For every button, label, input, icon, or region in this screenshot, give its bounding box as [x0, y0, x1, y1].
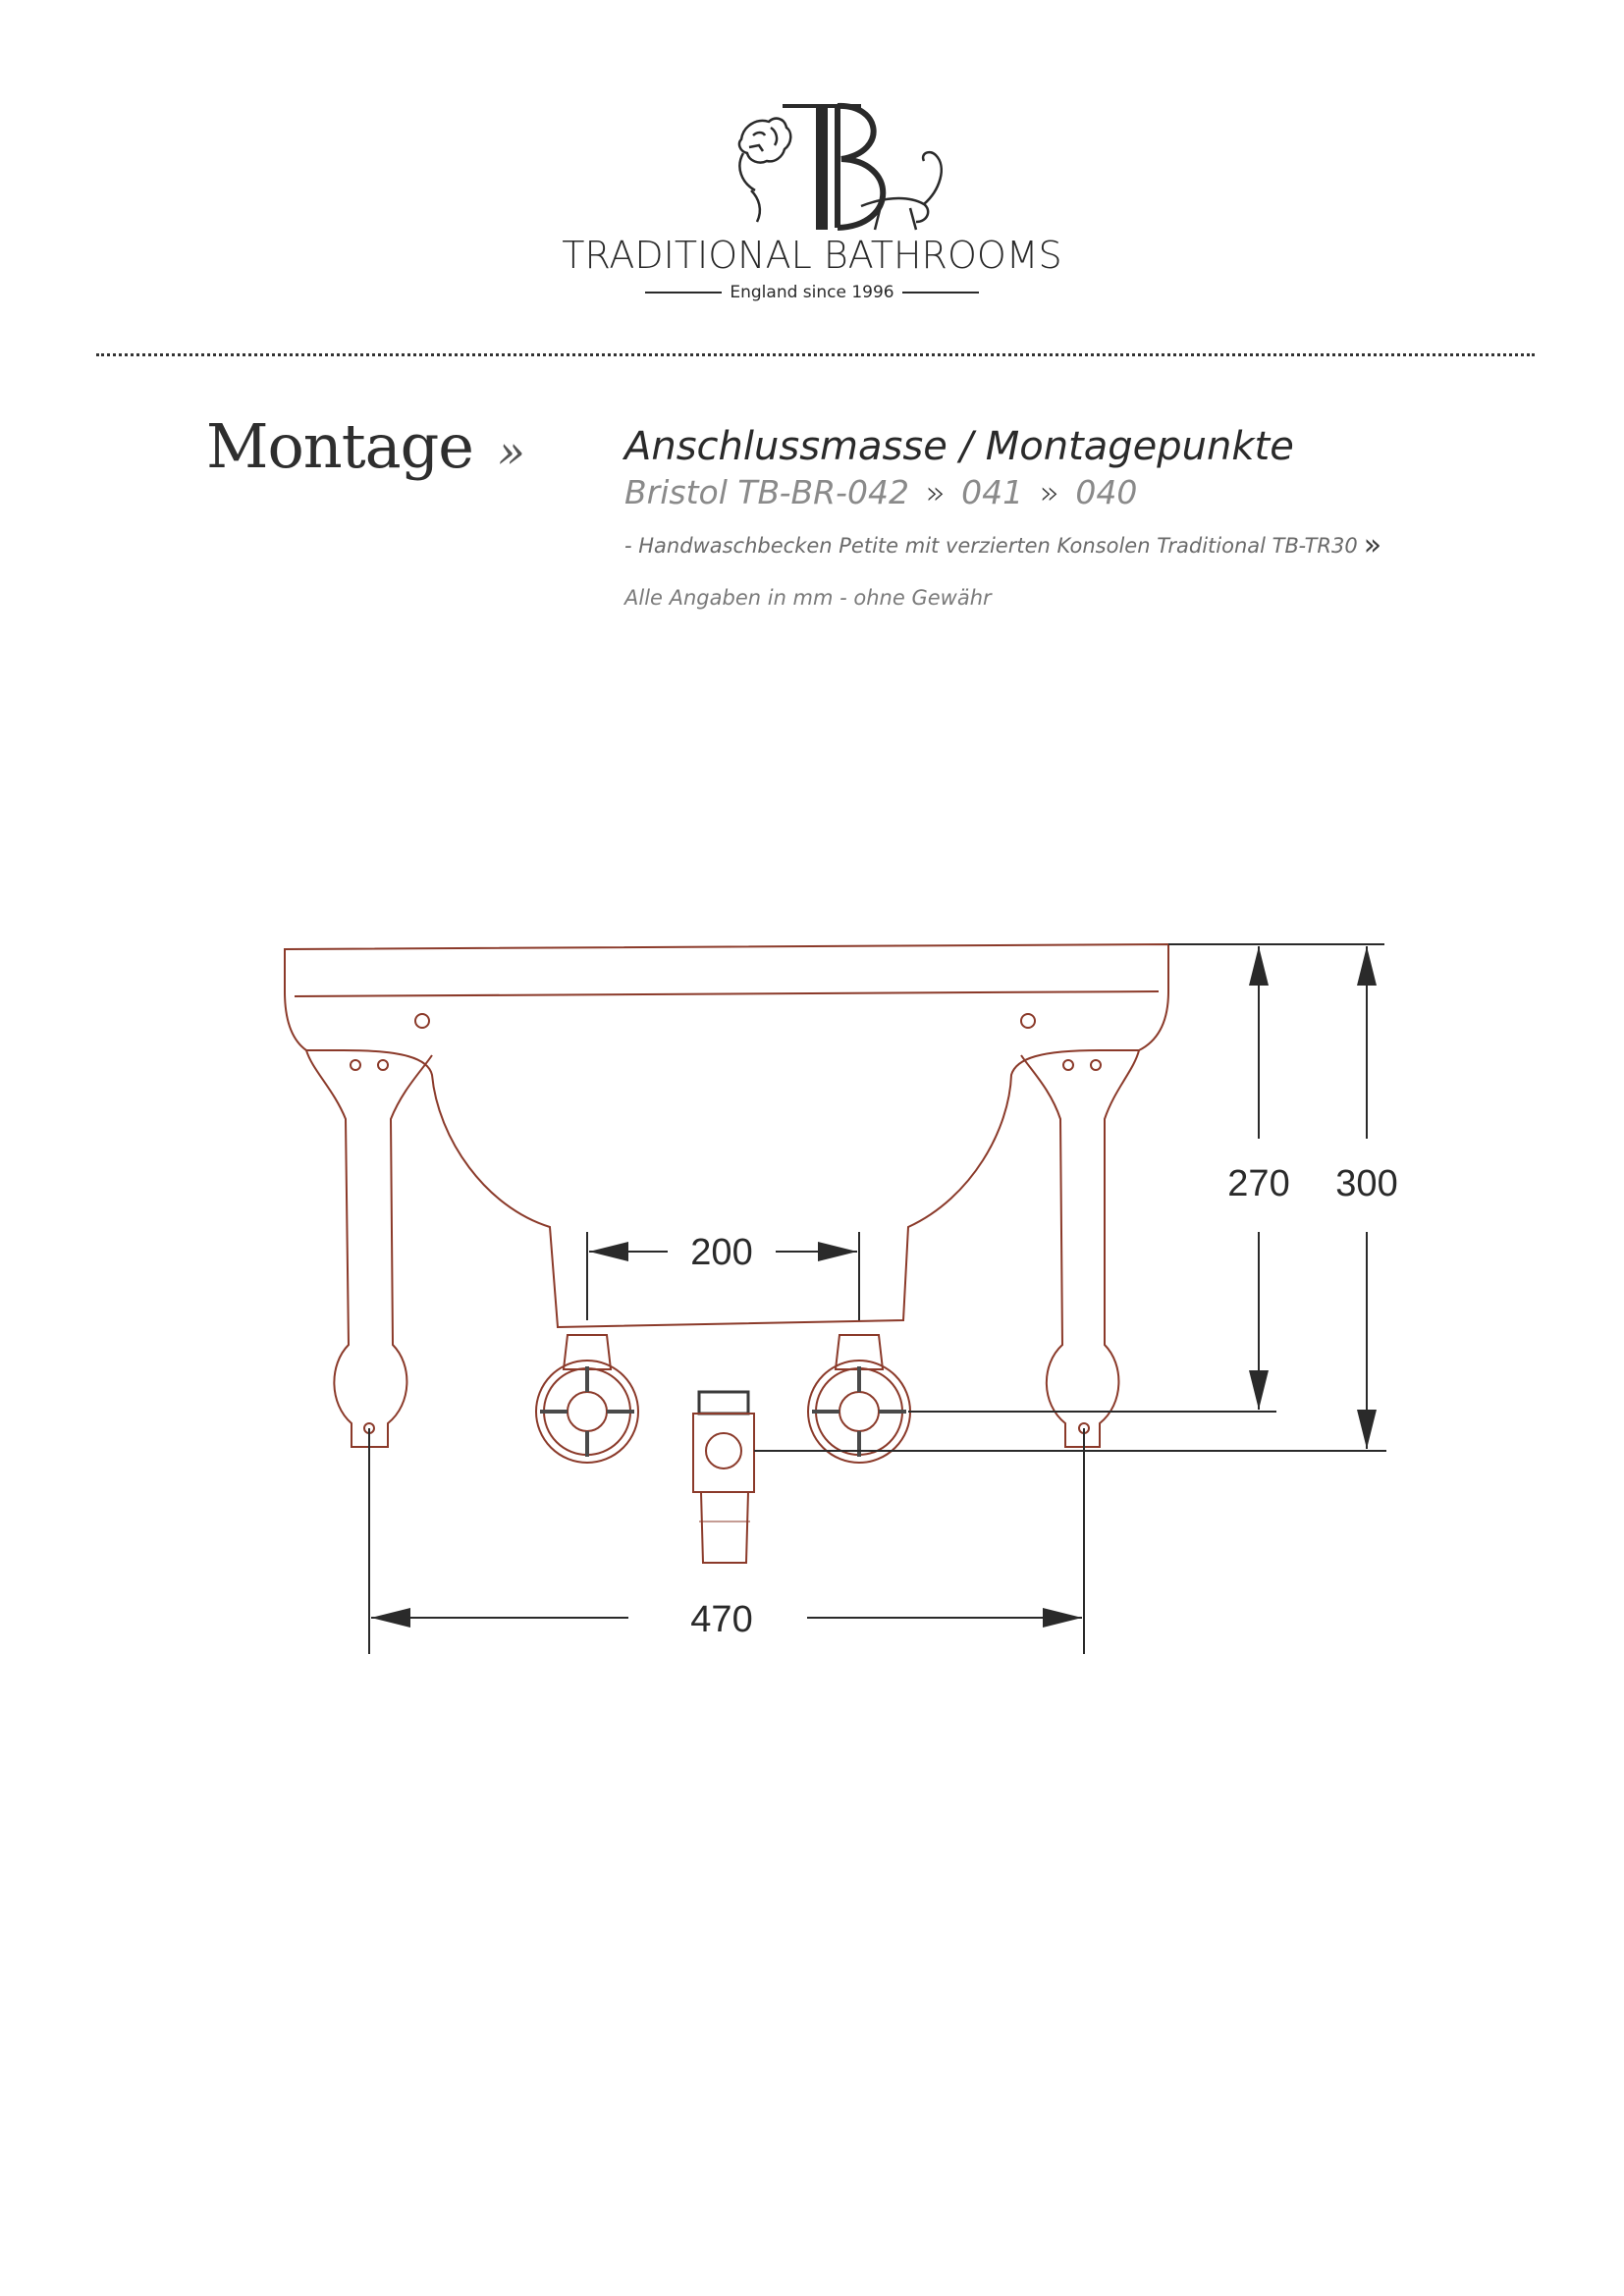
product-name: Bristol TB-BR-042 — [624, 473, 909, 511]
section-title-chevron: » — [497, 425, 524, 478]
dimension-label-470: 470 — [690, 1599, 753, 1640]
tagline-rule-right — [902, 292, 979, 294]
dotted-divider — [96, 353, 1535, 356]
product-separator: » — [925, 473, 946, 511]
brand-tagline: England since 1996 — [730, 283, 894, 302]
tap-left-icon — [536, 1335, 638, 1463]
dimension-label-300: 300 — [1335, 1163, 1398, 1204]
lion-monogram-icon — [714, 88, 959, 236]
dimension-270 — [908, 944, 1384, 1412]
tap-right-icon — [808, 1335, 910, 1463]
page-title: Anschlussmasse / Montagepunkte — [624, 424, 1294, 469]
brand-header — [0, 79, 1624, 324]
disclaimer-note: Alle Angaben in mm - ohne Gewähr — [624, 586, 992, 610]
brand-tagline-row — [0, 281, 1624, 304]
tagline-rule-left — [645, 292, 722, 294]
item-separator: » — [1363, 528, 1382, 562]
product-variant: 041 — [961, 473, 1024, 511]
dimension-label-270: 270 — [1227, 1163, 1290, 1204]
product-line — [624, 471, 1508, 514]
item-description: Handwaschbecken Petite mit verzierten Konsolen Traditional TB-TR30 — [638, 534, 1358, 558]
console-right — [1021, 1050, 1139, 1447]
brand-name: TRADITIONAL BATHROOMS — [562, 234, 1062, 277]
section-title-text: Montage — [206, 410, 473, 482]
console-left — [306, 1050, 432, 1447]
technical-drawing — [0, 883, 1624, 1728]
waste-trap-icon — [693, 1392, 754, 1563]
product-variant: 040 — [1075, 473, 1138, 511]
heading-block — [624, 422, 1508, 610]
item-line — [624, 528, 1508, 562]
section-title — [206, 410, 524, 482]
item-prefix: - — [624, 534, 639, 558]
dimension-300 — [754, 946, 1386, 1451]
product-separator: » — [1039, 473, 1059, 511]
dimension-label-200: 200 — [690, 1232, 753, 1273]
